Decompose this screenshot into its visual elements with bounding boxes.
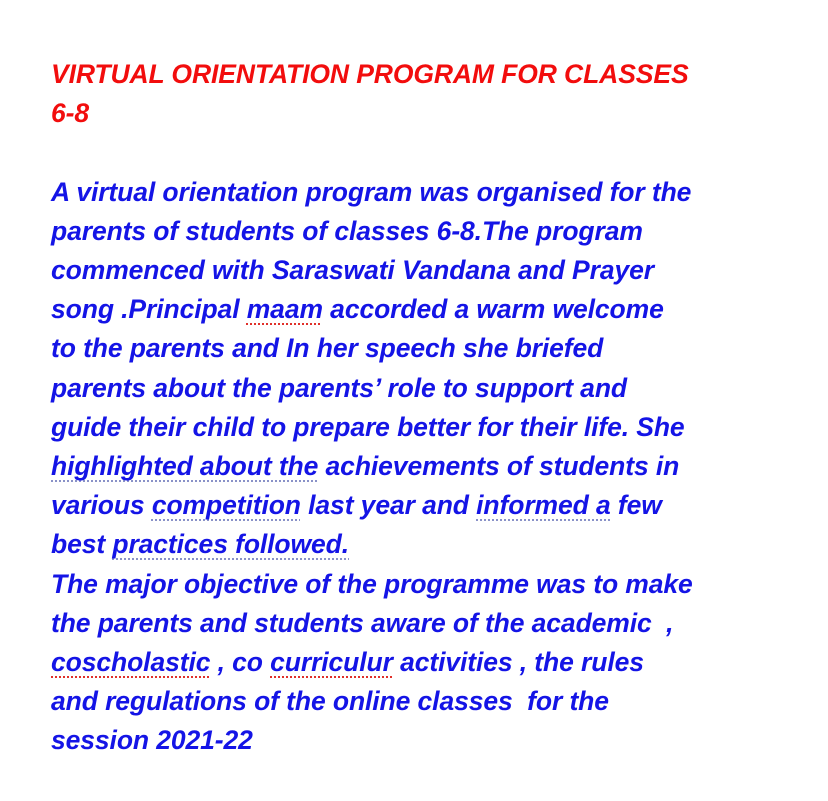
text-line: the parents and students aware of the academic ,	[51, 607, 674, 638]
text-line: to the parents and In her speech she briefed	[51, 333, 604, 364]
grammar-flagged-phrase[interactable]: informed a	[476, 490, 611, 521]
text-segment: best	[51, 529, 113, 560]
title-line: VIRTUAL ORIENTATION PROGRAM FOR CLASSES	[51, 59, 689, 89]
text-line	[51, 643, 821, 682]
paragraph-objective	[51, 565, 821, 761]
grammar-flagged-phrase[interactable]: highlighted about the	[51, 451, 319, 482]
paragraph-intro	[51, 173, 821, 565]
text-segment: activities , the rules	[392, 647, 644, 678]
text-segment: , co	[210, 647, 271, 678]
spellcheck-flagged-word[interactable]: maam	[246, 294, 323, 325]
text-segment: various	[51, 490, 152, 521]
text-segment: accorded a warm welcome	[322, 294, 664, 325]
text-segment: achievements of students in	[318, 451, 680, 482]
document	[51, 55, 821, 761]
document-title	[51, 55, 821, 133]
text-segment: song .Principal	[51, 294, 247, 325]
text-line	[51, 290, 821, 329]
text-line	[51, 486, 821, 525]
text-line: guide their child to prepare better for their life. She	[51, 411, 685, 442]
text-line: parents about the parents’ role to support and	[51, 372, 627, 403]
text-line	[51, 447, 821, 486]
spellcheck-flagged-word[interactable]: coscholastic	[51, 647, 211, 678]
text-line: The major objective of the programme was to make	[51, 568, 693, 599]
text-line: parents of students of classes 6-8.The program	[51, 215, 643, 246]
grammar-flagged-phrase[interactable]: competition	[151, 490, 301, 521]
text-line	[51, 525, 821, 564]
title-line: 6-8	[51, 98, 90, 129]
spellcheck-flagged-word[interactable]: curriculur	[270, 647, 393, 678]
text-line: session 2021-22	[51, 725, 253, 756]
text-line: A virtual orientation program was organised for the	[51, 176, 692, 207]
text-segment: last year and	[300, 490, 477, 521]
blank-line	[51, 133, 821, 172]
text-line: commenced with Saraswati Vandana and Prayer	[51, 255, 654, 285]
text-line: and regulations of the online classes for the	[51, 686, 609, 717]
text-segment: few	[610, 490, 662, 521]
grammar-flagged-phrase[interactable]: practices followed.	[112, 529, 350, 560]
